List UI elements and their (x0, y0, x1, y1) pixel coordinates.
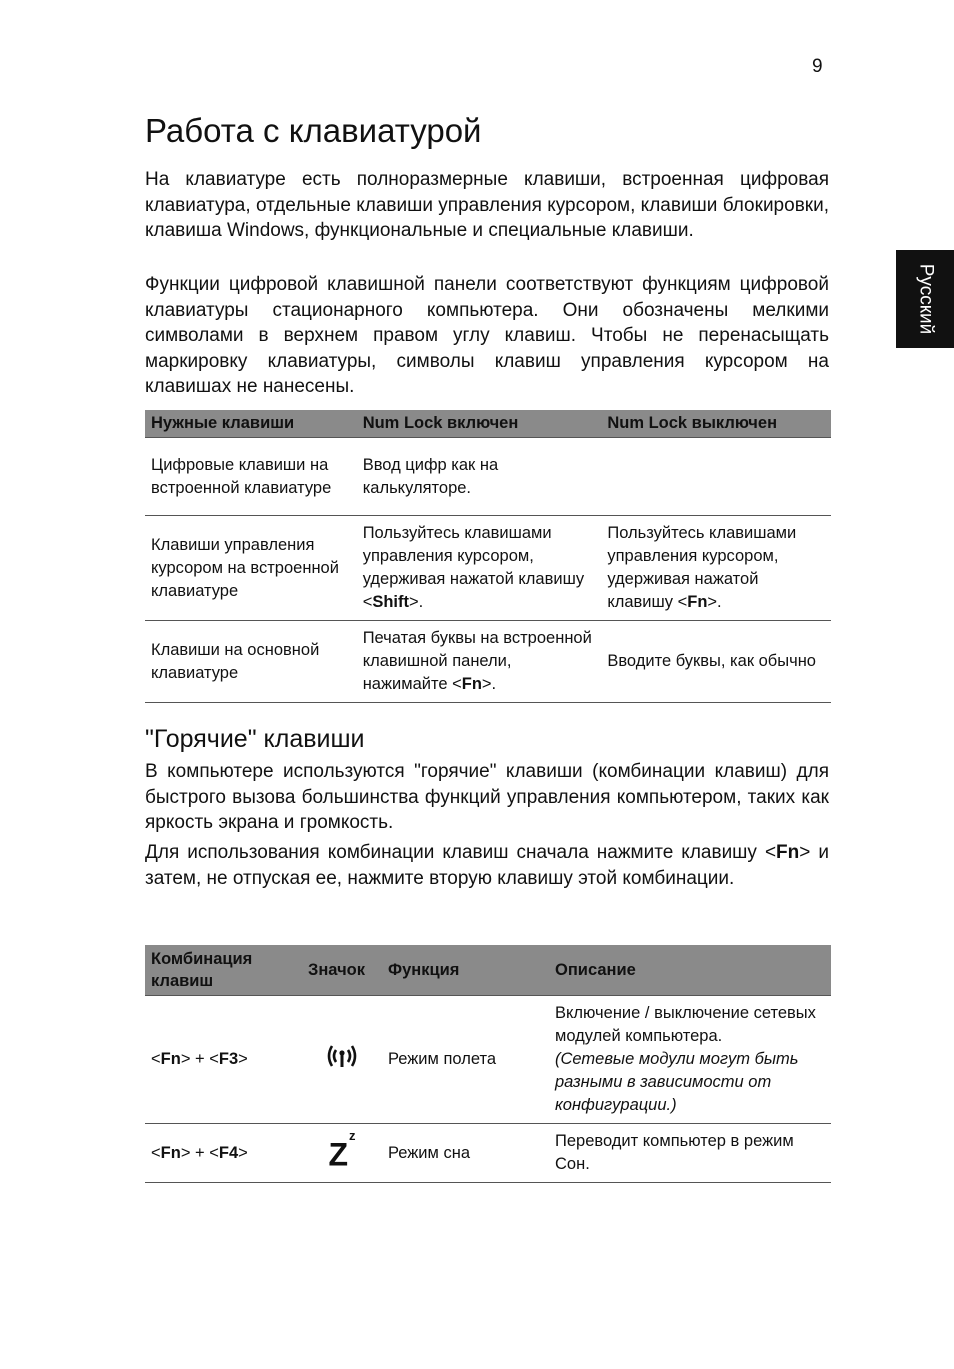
table-cell: Включение / выключение сетевых модулей компьютера. (Сетевые модули могут быть разными в зависимости от конфигурации.) (549, 996, 831, 1124)
table-cell: Клавиши управления курсором на встроенной клавиатуре (145, 516, 357, 621)
numlock-table (145, 410, 831, 703)
table-header: Нужные клавиши (145, 410, 357, 438)
table-cell (601, 438, 831, 516)
sleep-icon: $Z^z$ (328, 1127, 356, 1173)
language-tab (896, 250, 954, 348)
hotkeys-paragraph-2: Для использования комбинации клавиш сначала нажмите клавишу <Fn> и затем, не отпуская ее, нажмите вторую клавишу этой комбинации. (145, 842, 829, 889)
table-cell: Ввод цифр как на калькуляторе. (357, 438, 602, 516)
hotkeys-paragraph-1: В компьютере используются "горячие" клавиши (комбинации клавиш) для быстрого вызова большинства функций управления компьютером, таких как яркость экрана и громкость. (145, 761, 829, 833)
language-tab-label: Русский (915, 263, 936, 335)
hotkeys-table (145, 945, 831, 1183)
wireless-antenna-icon (323, 1042, 361, 1070)
table-row (145, 621, 831, 703)
table-cell: Режим сна (382, 1124, 549, 1183)
key-combo: <Fn> + <F3> (145, 996, 302, 1124)
key-name: Fn (687, 593, 708, 611)
table-header: Комбинация клавиш (145, 945, 302, 996)
page-number: 9 (812, 56, 823, 77)
key-name: Fn (461, 675, 482, 693)
table-cell: Пользуйтесь клавишами управления курсором, удерживая нажатой клавишу <Fn>. (601, 516, 831, 621)
table-header: Num Lock включен (357, 410, 602, 438)
description-note: (Сетевые модули могут быть разными в зависимости от конфигурации.) (555, 1050, 799, 1114)
table-cell: Переводит компьютер в режим Сон. (549, 1124, 831, 1183)
table-cell: Клавиши на основной клавиатуре (145, 621, 357, 703)
table-header: Описание (549, 945, 831, 996)
table-cell: Вводите буквы, как обычно (601, 621, 831, 703)
table-row (145, 996, 831, 1124)
table-cell: Печатая буквы на встроенной клавишной панели, нажимайте <Fn>. (357, 621, 602, 703)
key-name: Shift (372, 593, 409, 611)
section-heading: "Горячие" клавиши (145, 725, 365, 753)
table-cell: Цифровые клавиши на встроенной клавиатуре (145, 438, 357, 516)
table-header: Функция (382, 945, 549, 996)
key-combo: <Fn> + <F4> (145, 1124, 302, 1183)
table-header: Num Lock выключен (601, 410, 831, 438)
intro-paragraph-1: На клавиатуре есть полноразмерные клавиши, встроенная цифровая клавиатура, отдельные клавиши управления курсором, клавиши блокировки, клавиша Windows, функциональные и специальные клавиши. (145, 169, 829, 241)
intro-paragraph-2: Функции цифровой клавишной панели соответствуют функциям цифровой клавиатуры стационарного компьютера. Они обозначены мелкими символами в верхнем правом углу клавиш. Чтобы не перенасыщать маркировку клавиатуры, символы клавиш управления курсором на клавишах не нанесены. (145, 274, 829, 397)
table-cell: Режим полета (382, 996, 549, 1124)
table-cell: Пользуйтесь клавишами управления курсором, удерживая нажатой клавишу <Shift>. (357, 516, 602, 621)
key-name: Fn (776, 842, 800, 863)
table-row (145, 516, 831, 621)
table-row (145, 1124, 831, 1183)
table-header: Значок (302, 945, 382, 996)
table-row (145, 438, 831, 516)
page-title: Работа с клавиатурой (145, 112, 482, 149)
